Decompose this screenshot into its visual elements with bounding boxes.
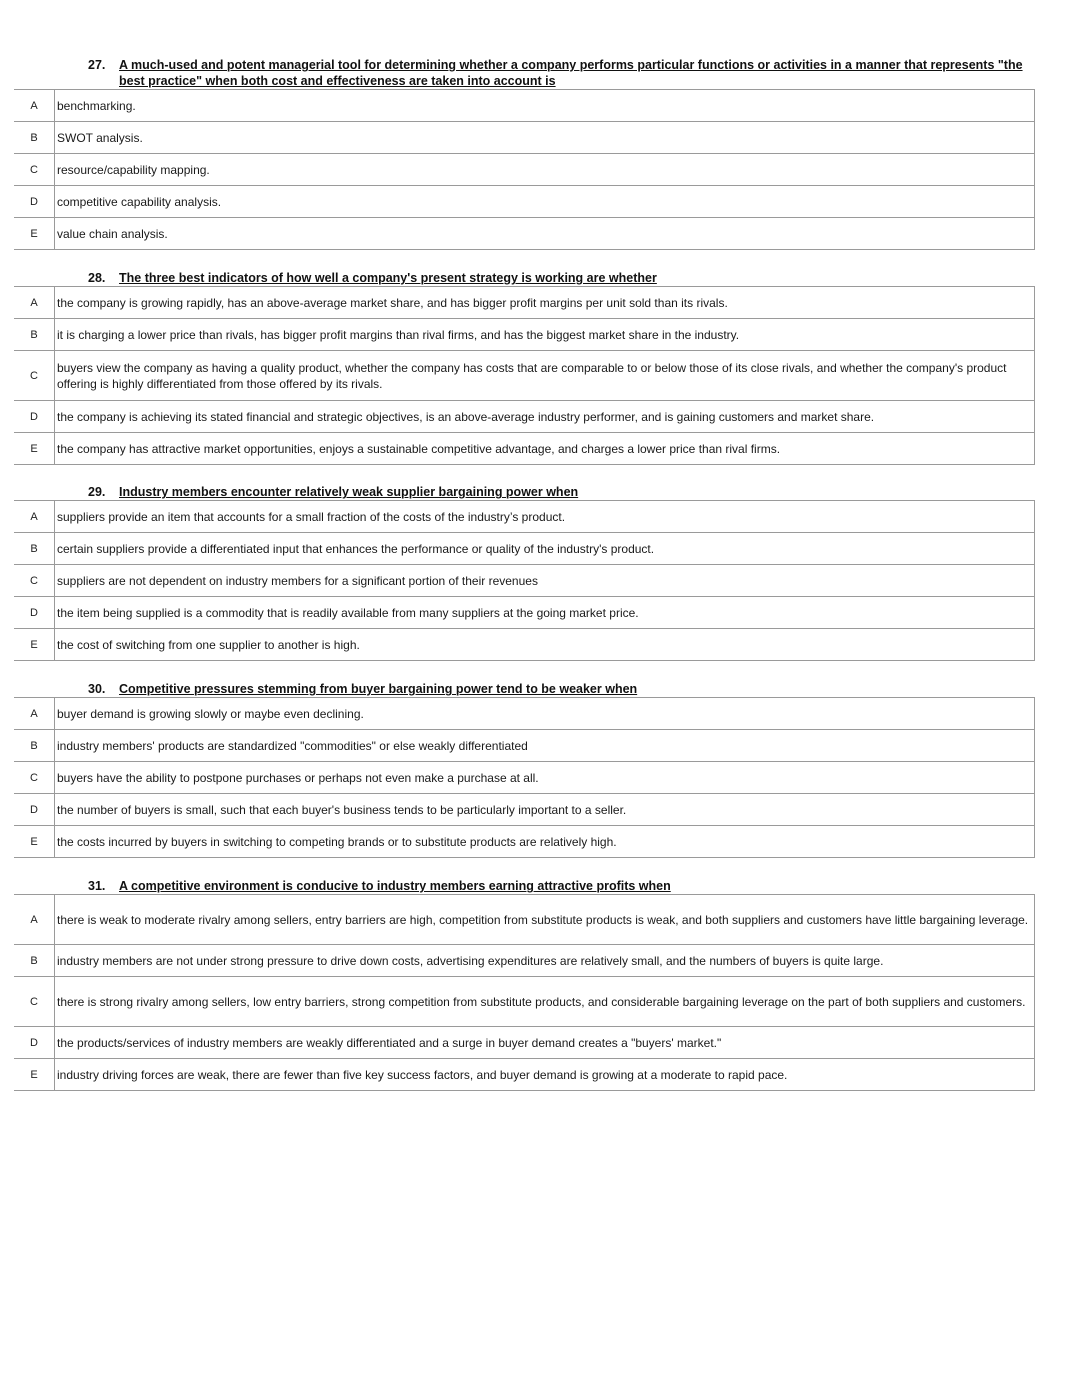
answer-option-a[interactable] bbox=[14, 90, 1035, 122]
option-letter: E bbox=[14, 826, 55, 858]
question-number: 30. bbox=[88, 682, 106, 696]
option-letter: A bbox=[14, 895, 55, 945]
answer-option-b[interactable] bbox=[14, 122, 1035, 154]
option-text: buyers have the ability to postpone purchases or perhaps not even make a purchase at all. bbox=[55, 762, 1035, 794]
answer-option-d[interactable] bbox=[14, 186, 1035, 218]
option-text: industry driving forces are weak, there are fewer than five key success factors, and buyer demand is growing at a moderate to rapid pace. bbox=[55, 1059, 1035, 1091]
question-29 bbox=[0, 484, 1077, 661]
option-text: the item being supplied is a commodity that is readily available from many suppliers at the going market price. bbox=[55, 597, 1035, 629]
option-letter: D bbox=[14, 186, 55, 218]
option-text: resource/capability mapping. bbox=[55, 154, 1035, 186]
option-letter: A bbox=[14, 287, 55, 319]
option-text: certain suppliers provide a differentiated input that enhances the performance or quality of the industry's product. bbox=[55, 533, 1035, 565]
answer-option-d[interactable] bbox=[14, 794, 1035, 826]
option-letter: B bbox=[14, 730, 55, 762]
option-text: buyer demand is growing slowly or maybe even declining. bbox=[55, 698, 1035, 730]
answer-options-table bbox=[14, 286, 1035, 465]
option-text: competitive capability analysis. bbox=[55, 186, 1035, 218]
option-letter: D bbox=[14, 401, 55, 433]
option-letter: C bbox=[14, 154, 55, 186]
answer-option-e[interactable] bbox=[14, 629, 1035, 661]
option-letter: A bbox=[14, 501, 55, 533]
option-letter: C bbox=[14, 977, 55, 1027]
question-number: 29. bbox=[88, 485, 106, 499]
answer-option-b[interactable] bbox=[14, 945, 1035, 977]
option-text: the costs incurred by buyers in switching to competing brands or to substitute products are relatively high. bbox=[55, 826, 1035, 858]
answer-option-c[interactable] bbox=[14, 154, 1035, 186]
question-30 bbox=[0, 681, 1077, 858]
option-text: it is charging a lower price than rivals, has bigger profit margins than rival firms, and has the biggest market share in the industry. bbox=[55, 319, 1035, 351]
option-letter: D bbox=[14, 794, 55, 826]
answer-option-e[interactable] bbox=[14, 218, 1035, 250]
option-letter: B bbox=[14, 533, 55, 565]
answer-option-a[interactable] bbox=[14, 698, 1035, 730]
option-text: the company is growing rapidly, has an above-average market share, and has bigger profit margins per unit sold than its rivals. bbox=[55, 287, 1035, 319]
question-header bbox=[88, 484, 1028, 500]
option-letter: B bbox=[14, 319, 55, 351]
option-letter: E bbox=[14, 433, 55, 465]
option-text: value chain analysis. bbox=[55, 218, 1035, 250]
answer-options-table bbox=[14, 894, 1035, 1091]
question-number: 28. bbox=[88, 271, 106, 285]
question-header bbox=[88, 270, 1028, 286]
question-header bbox=[88, 681, 1028, 697]
option-text: the company is achieving its stated financial and strategic objectives, is an above-average industry performer, and is gaining customers and market share. bbox=[55, 401, 1035, 433]
option-text: there is weak to moderate rivalry among sellers, entry barriers are high, competition from substitute products is weak, and both suppliers and customers have little bargaining leverage. bbox=[55, 895, 1035, 945]
answer-option-c[interactable] bbox=[14, 762, 1035, 794]
option-letter: C bbox=[14, 565, 55, 597]
option-text: the products/services of industry members are weakly differentiated and a surge in buyer demand creates a "buyers' market." bbox=[55, 1027, 1035, 1059]
answer-options-table bbox=[14, 500, 1035, 661]
option-text: there is strong rivalry among sellers, low entry barriers, strong competition from substitute products, and considerable bargaining leverage on the part of both suppliers and customers. bbox=[55, 977, 1035, 1027]
option-letter: E bbox=[14, 629, 55, 661]
question-text: Industry members encounter relatively weak supplier bargaining power when bbox=[119, 485, 579, 499]
option-text: the company has attractive market opportunities, enjoys a sustainable competitive advantage, and charges a lower price than rival firms. bbox=[55, 433, 1035, 465]
question-header bbox=[88, 57, 1028, 89]
option-letter: E bbox=[14, 218, 55, 250]
answer-option-d[interactable] bbox=[14, 401, 1035, 433]
option-letter: B bbox=[14, 122, 55, 154]
option-text: suppliers provide an item that accounts for a small fraction of the costs of the industry’s product. bbox=[55, 501, 1035, 533]
question-header bbox=[88, 878, 1028, 894]
option-letter: E bbox=[14, 1059, 55, 1091]
answer-option-e[interactable] bbox=[14, 433, 1035, 465]
option-letter: A bbox=[14, 90, 55, 122]
option-text: buyers view the company as having a quality product, whether the company has costs that are comparable to or below those of its close rivals, and whether the company's product offering is highly differentiated from those offered by its rivals. bbox=[55, 351, 1035, 401]
question-text: A much-used and potent managerial tool for determining whether a company performs particular functions or activities in a manner that represents "the best practice" when both cost and effectiveness are taken into account is bbox=[119, 58, 1023, 88]
option-text: SWOT analysis. bbox=[55, 122, 1035, 154]
option-letter: C bbox=[14, 762, 55, 794]
option-letter: A bbox=[14, 698, 55, 730]
option-text: suppliers are not dependent on industry members for a significant portion of their revenues bbox=[55, 565, 1035, 597]
question-text: Competitive pressures stemming from buyer bargaining power tend to be weaker when bbox=[119, 682, 638, 696]
option-text: industry members' products are standardized "commodities" or else weakly differentiated bbox=[55, 730, 1035, 762]
answer-option-d[interactable] bbox=[14, 597, 1035, 629]
option-letter: D bbox=[14, 597, 55, 629]
option-letter: D bbox=[14, 1027, 55, 1059]
answer-option-b[interactable] bbox=[14, 319, 1035, 351]
answer-options-table bbox=[14, 697, 1035, 858]
question-28 bbox=[0, 270, 1077, 465]
answer-option-d[interactable] bbox=[14, 1027, 1035, 1059]
answer-option-c[interactable] bbox=[14, 351, 1035, 401]
option-text: industry members are not under strong pressure to drive down costs, advertising expenditures are relatively small, and the numbers of buyers is quite large. bbox=[55, 945, 1035, 977]
answer-option-e[interactable] bbox=[14, 1059, 1035, 1091]
answer-option-c[interactable] bbox=[14, 977, 1035, 1027]
answer-option-c[interactable] bbox=[14, 565, 1035, 597]
answer-option-a[interactable] bbox=[14, 287, 1035, 319]
option-letter: B bbox=[14, 945, 55, 977]
answer-option-b[interactable] bbox=[14, 730, 1035, 762]
option-text: the number of buyers is small, such that each buyer's business tends to be particularly important to a seller. bbox=[55, 794, 1035, 826]
question-27 bbox=[0, 57, 1077, 250]
answer-option-a[interactable] bbox=[14, 895, 1035, 945]
question-text: The three best indicators of how well a company's present strategy is working are whether bbox=[119, 271, 657, 285]
option-text: the cost of switching from one supplier to another is high. bbox=[55, 629, 1035, 661]
question-31 bbox=[0, 878, 1077, 1091]
answer-option-a[interactable] bbox=[14, 501, 1035, 533]
question-text: A competitive environment is conducive to industry members earning attractive profits when bbox=[119, 879, 671, 893]
option-letter: C bbox=[14, 351, 55, 401]
option-text: benchmarking. bbox=[55, 90, 1035, 122]
answer-option-e[interactable] bbox=[14, 826, 1035, 858]
answer-options-table bbox=[14, 89, 1035, 250]
question-number: 31. bbox=[88, 879, 106, 893]
answer-option-b[interactable] bbox=[14, 533, 1035, 565]
question-number: 27. bbox=[88, 58, 106, 72]
